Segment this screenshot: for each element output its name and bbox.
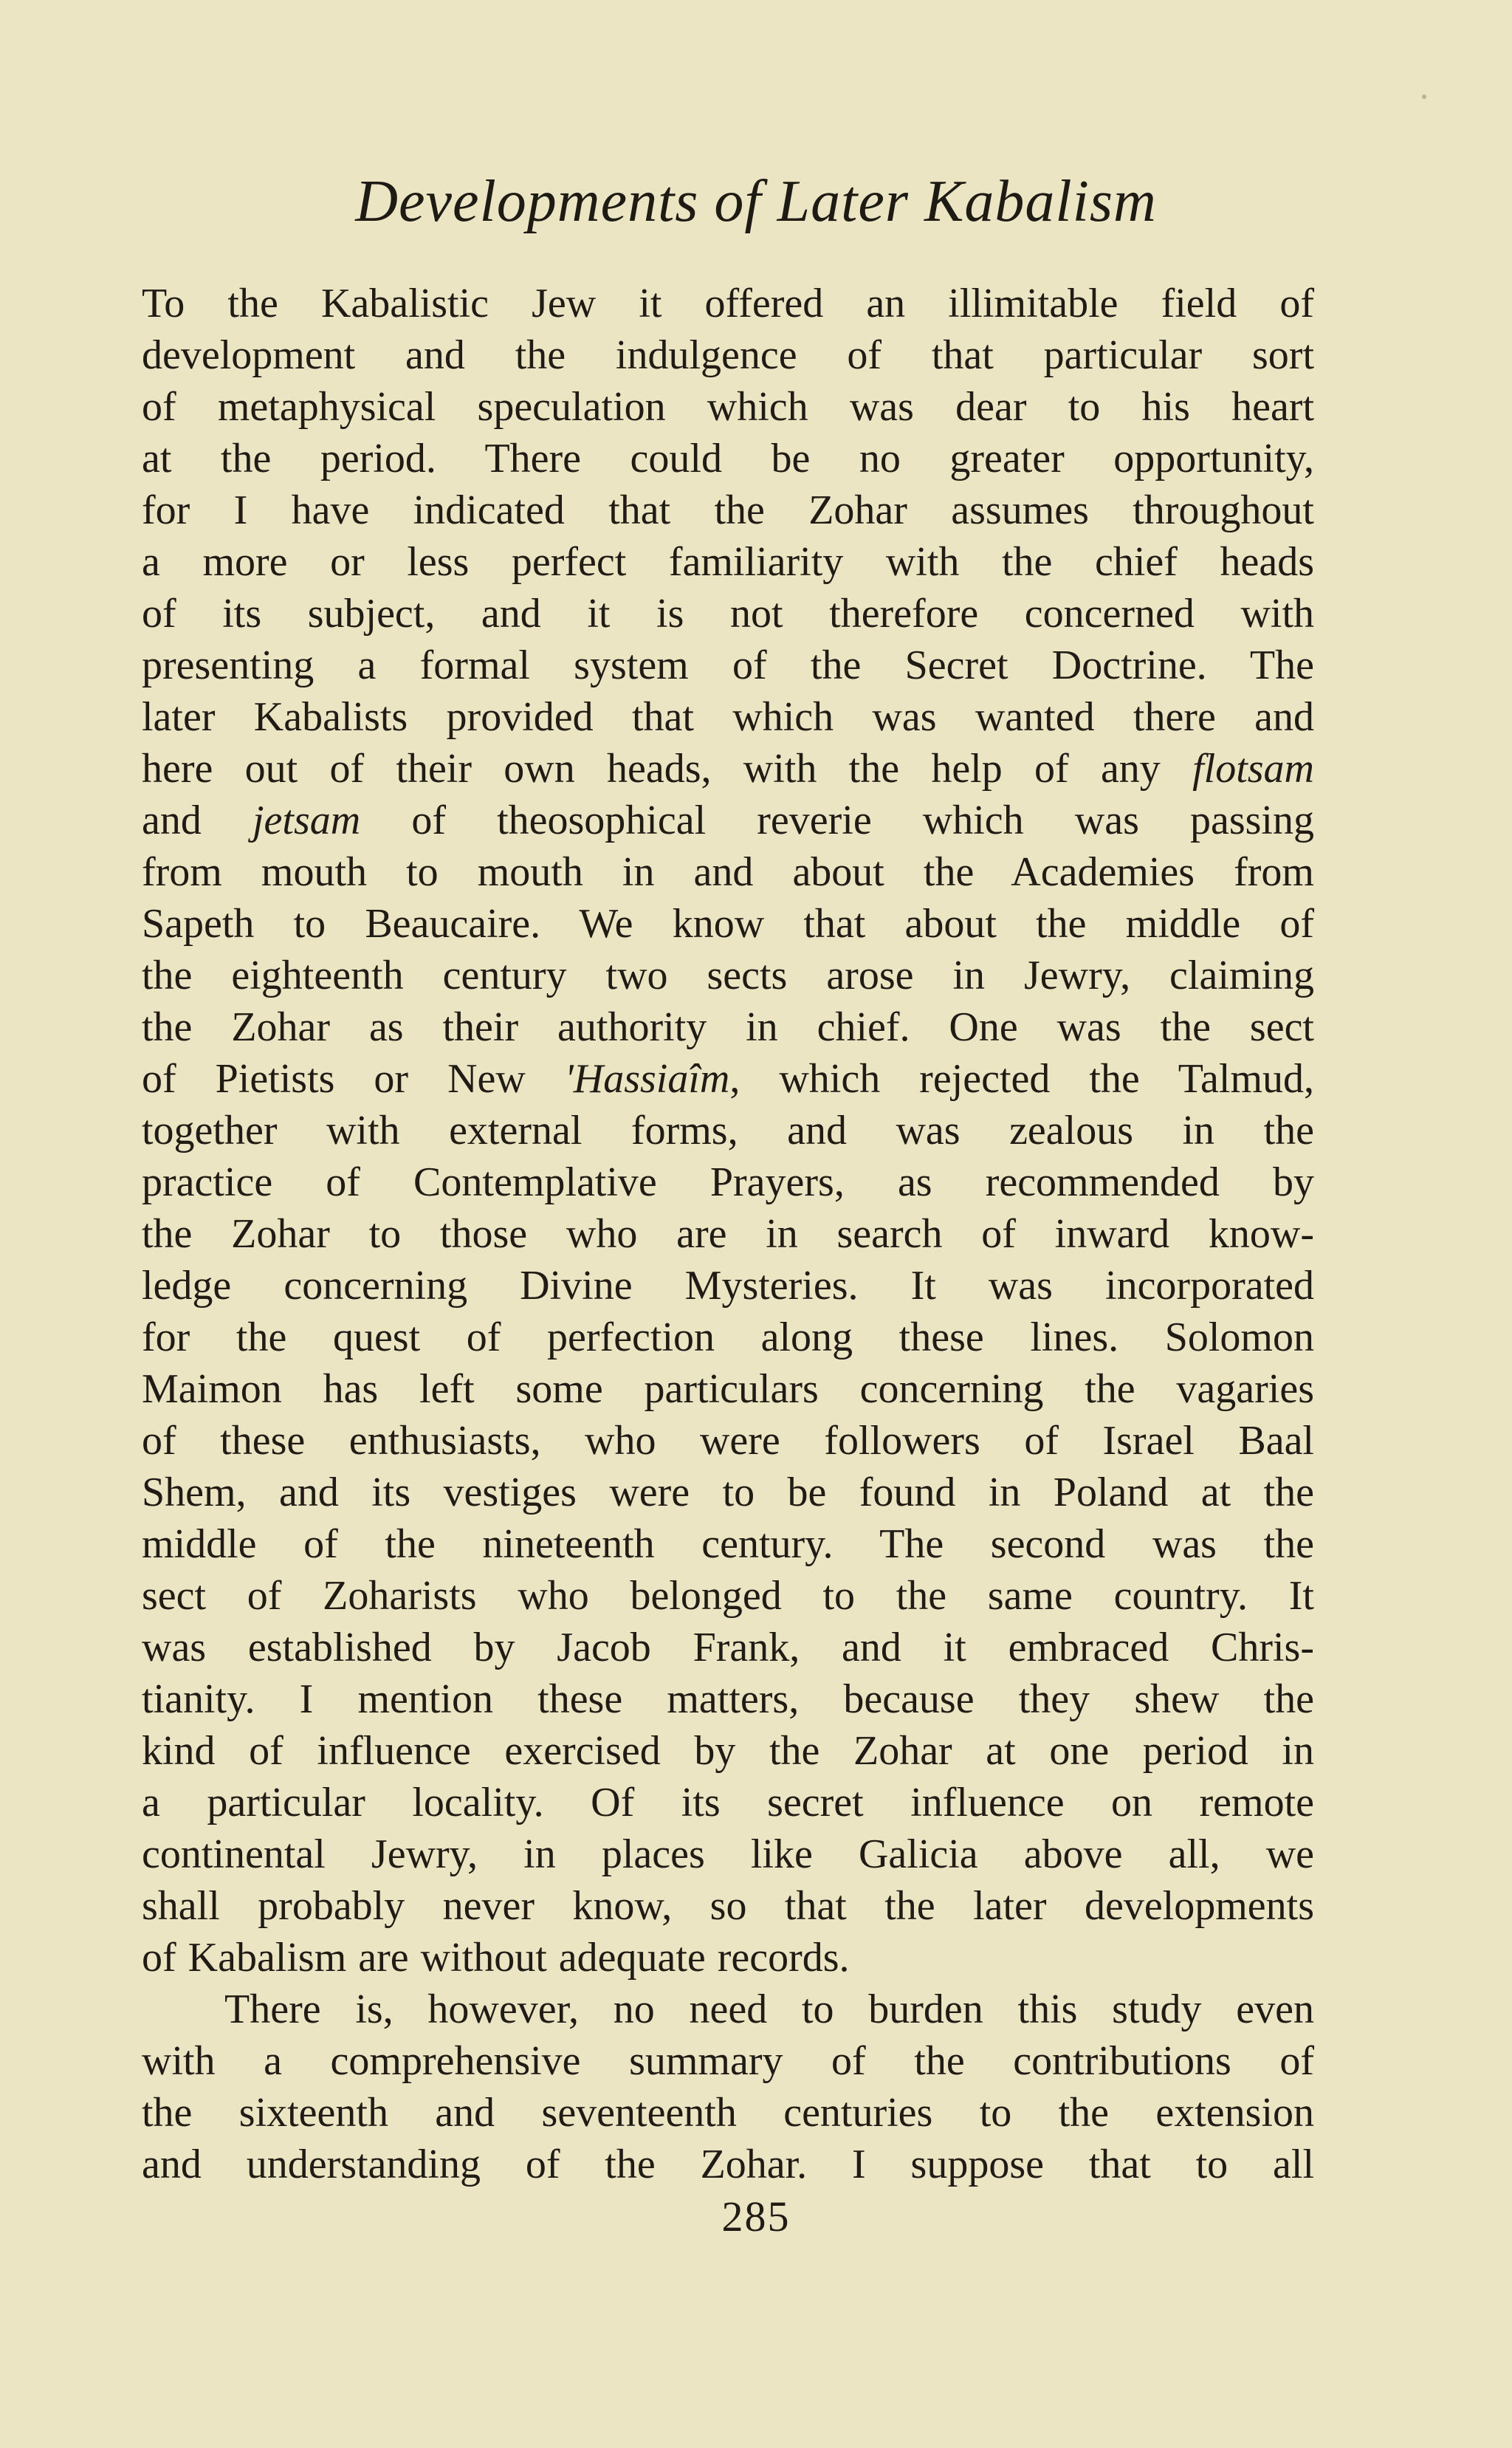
text-line	[142, 743, 1314, 795]
text-line: of its subject, and it is not therefore concerned with	[142, 591, 1314, 637]
text-line: tianity. I mention these matters, because they shew the	[142, 1676, 1314, 1722]
italic-term: 'Hassiaîm	[564, 1056, 730, 1102]
text-line: the Zohar as their authority in chief. One was the sect	[142, 1004, 1314, 1050]
text-line: sect of Zoharists who belonged to the same country. It	[142, 1573, 1314, 1619]
text-line: Shem, and its vestiges were to be found in Poland at the	[142, 1470, 1314, 1515]
text-line: was established by Jacob Frank, and it embraced Chris-	[142, 1625, 1314, 1670]
text-line: To the Kabalistic Jew it offered an illimitable field of	[142, 281, 1314, 326]
page-number: 285	[721, 2192, 791, 2240]
text-line: the eighteenth century two sects arose in Jewry, claiming	[142, 953, 1314, 998]
text-line: presenting a formal system of the Secret Doctrine. The	[142, 642, 1314, 688]
text-line: shall probably never know, so that the later developments	[142, 1883, 1314, 1929]
italic-term: jetsam	[252, 798, 361, 843]
text-line: Sapeth to Beaucaire. We know that about the middle of	[142, 901, 1314, 947]
text-line: at the period. There could be no greater opportunity,	[142, 436, 1314, 481]
text-line: ledge concerning Divine Mysteries. It was incorporated	[142, 1263, 1314, 1309]
text-line: the sixteenth and seventeenth centuries to the extension	[142, 2090, 1314, 2136]
paragraph-first-line: There is, however, no need to burden this study even	[224, 1986, 1314, 2032]
text-run: of theosophical reverie which was passing	[360, 798, 1314, 843]
text-line: a particular locality. Of its secret influence on remote	[142, 1780, 1314, 1825]
text-line: practice of Contemplative Prayers, as recommended by	[142, 1159, 1314, 1205]
text-run: here out of their own heads, with the help of any	[142, 746, 1193, 792]
text-line: kind of influence exercised by the Zohar at one period in	[142, 1728, 1314, 1774]
italic-term: flotsam	[1192, 746, 1314, 792]
text-line: of metaphysical speculation which was dear to his heart	[142, 384, 1314, 430]
text-line: middle of the nineteenth century. The second was the	[142, 1521, 1314, 1567]
text-line: continental Jewry, in places like Galicia above all, we	[142, 1831, 1314, 1877]
text-line: Maimon has left some particulars concerning the vagaries	[142, 1366, 1314, 1412]
text-line: development and the indulgence of that particular sort	[142, 332, 1314, 378]
text-line: from mouth to mouth in and about the Academies from	[142, 849, 1314, 895]
text-line: for the quest of perfection along these lines. Solomon	[142, 1314, 1314, 1360]
text-run: , which rejected the Talmud,	[729, 1056, 1315, 1102]
text-line: the Zohar to those who are in search of inward know-	[142, 1211, 1314, 1257]
text-line	[142, 795, 1314, 846]
text-line: with a comprehensive summary of the contributions of	[142, 2038, 1314, 2084]
text-line	[142, 1053, 1314, 1105]
text-run: of Pietists or New	[142, 1056, 565, 1102]
paper-speck	[1422, 95, 1426, 99]
running-head: Developments of Later Kabalism	[355, 169, 1157, 234]
text-line: of these enthusiasts, who were followers of Israel Baal	[142, 1418, 1314, 1464]
paragraph-end-line: of Kabalism are without adequate records.	[142, 1935, 850, 1981]
text-line: and understanding of the Zohar. I suppose that to all	[142, 2142, 1314, 2187]
text-line: later Kabalists provided that which was wanted there and	[142, 694, 1314, 740]
text-line: a more or less perfect familiarity with the chief heads	[142, 539, 1314, 585]
text-run: and	[142, 798, 252, 843]
text-line: for I have indicated that the Zohar assumes throughout	[142, 487, 1314, 533]
text-line: together with external forms, and was zealous in the	[142, 1108, 1314, 1153]
body-text	[142, 278, 1314, 2190]
